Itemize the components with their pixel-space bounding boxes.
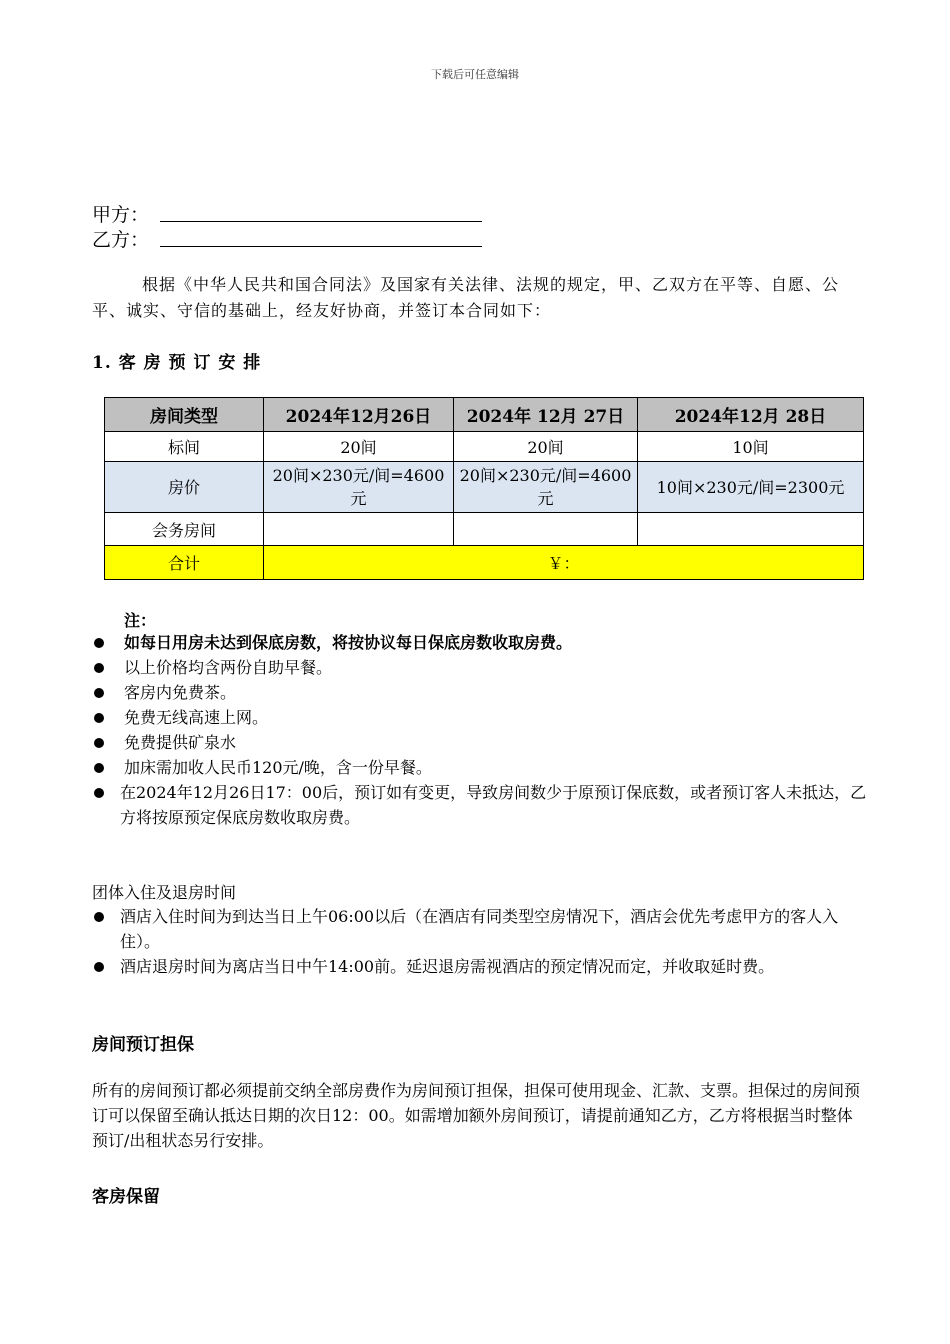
table-header-row xyxy=(105,398,864,432)
page-header-note: 下载后可任意编辑 xyxy=(431,68,519,81)
bullet-icon xyxy=(94,663,104,673)
list-item: 加床需加收人民币120元/晚，含一份早餐。 xyxy=(92,755,867,780)
section-title-room-booking: 1. 客 房 预 订 安 排 xyxy=(92,353,262,373)
bullet-icon xyxy=(94,788,104,798)
table-cell: 10间 xyxy=(638,432,864,462)
bullet-icon xyxy=(94,912,104,922)
table-cell: 会务房间 xyxy=(105,513,264,546)
table-row-price xyxy=(105,462,864,513)
list-item: 在2024年12月26日17：00后，预订如有变更，导致房间数少于原预订保底数，或者预订客人未抵达，乙方将按原预定保底房数收取房费。 xyxy=(92,780,867,830)
guarantee-paragraph: 所有的房间预订都必须提前交纳全部房费作为房间预订担保，担保可使用现金、汇款、支票。担保过的房间预订可以保留至确认抵达日期的次日12：00。如需增加额外房间预订，请提前通知乙方，乙方将根据当时整体预订/出租状态另行安排。 xyxy=(92,1081,861,1150)
list-item: 免费提供矿泉水 xyxy=(92,730,867,755)
party-b-underline xyxy=(160,246,482,247)
table-header-cell: 2024年 12月 27日 xyxy=(454,398,638,432)
table-cell: 20间×230元/间=4600元 xyxy=(454,462,638,513)
table-header-cell: 房间类型 xyxy=(105,398,264,432)
room-booking-table xyxy=(104,397,864,580)
guarantee-title: 房间预订担保 xyxy=(92,1035,194,1055)
table-header-cell: 2024年12月26日 xyxy=(264,398,454,432)
party-b-label: 乙方： xyxy=(92,229,150,251)
bullet-icon xyxy=(94,962,104,972)
bullet-icon xyxy=(94,638,104,648)
notes-title: 注： xyxy=(124,611,157,630)
checkin-title: 团体入住及退房时间 xyxy=(92,883,237,902)
room-retention-title: 客房保留 xyxy=(92,1187,160,1207)
table-cell: 20间 xyxy=(454,432,638,462)
checkin-list xyxy=(92,904,867,979)
table-header-cell: 2024年12月 28日 xyxy=(638,398,864,432)
table-row-business xyxy=(105,513,864,546)
table-cell-empty xyxy=(638,513,864,546)
party-a-field xyxy=(92,200,149,227)
table-cell: 20间×230元/间=4600元 xyxy=(264,462,454,513)
table-cell: 房价 xyxy=(105,462,264,513)
table-row-total xyxy=(105,546,864,580)
notes-list xyxy=(92,630,867,830)
table-cell: 合计 xyxy=(105,546,264,580)
table-cell: 标间 xyxy=(105,432,264,462)
party-a-label: 甲方： xyxy=(92,204,150,226)
bullet-icon xyxy=(94,763,104,773)
bullet-icon xyxy=(94,688,104,698)
bullet-icon xyxy=(94,713,104,723)
intro-paragraph xyxy=(92,272,862,324)
table-cell: 20间 xyxy=(264,432,454,462)
party-b-field xyxy=(92,225,149,252)
list-item: 酒店退房时间为离店当日中午14:00前。延迟退房需视酒店的预定情况而定，并收取延时费。 xyxy=(92,954,867,979)
list-item: 酒店入住时间为到达当日上午06:00以后（在酒店有同类型空房情况下，酒店会优先考虑甲方的客人入住）。 xyxy=(92,904,867,954)
table-total-value: ￥： xyxy=(264,546,864,580)
table-cell-empty xyxy=(454,513,638,546)
table-row-standard xyxy=(105,432,864,462)
list-item: 免费无线高速上网。 xyxy=(92,705,867,730)
party-a-underline xyxy=(160,221,482,222)
list-item: 客房内免费茶。 xyxy=(92,680,867,705)
table-cell-empty xyxy=(264,513,454,546)
bullet-icon xyxy=(94,738,104,748)
list-item: 如每日用房未达到保底房数，将按协议每日保底房数收取房费。 xyxy=(92,630,867,655)
table-cell: 10间×230元/间=2300元 xyxy=(638,462,864,513)
intro-text: 根据《中华人民共和国合同法》及国家有关法律、法规的规定，甲、乙双方在平等、自愿、公平、诚实、守信的基础上，经友好协商，并签订本合同如下： xyxy=(92,275,840,320)
list-item: 以上价格均含两份自助早餐。 xyxy=(92,655,867,680)
